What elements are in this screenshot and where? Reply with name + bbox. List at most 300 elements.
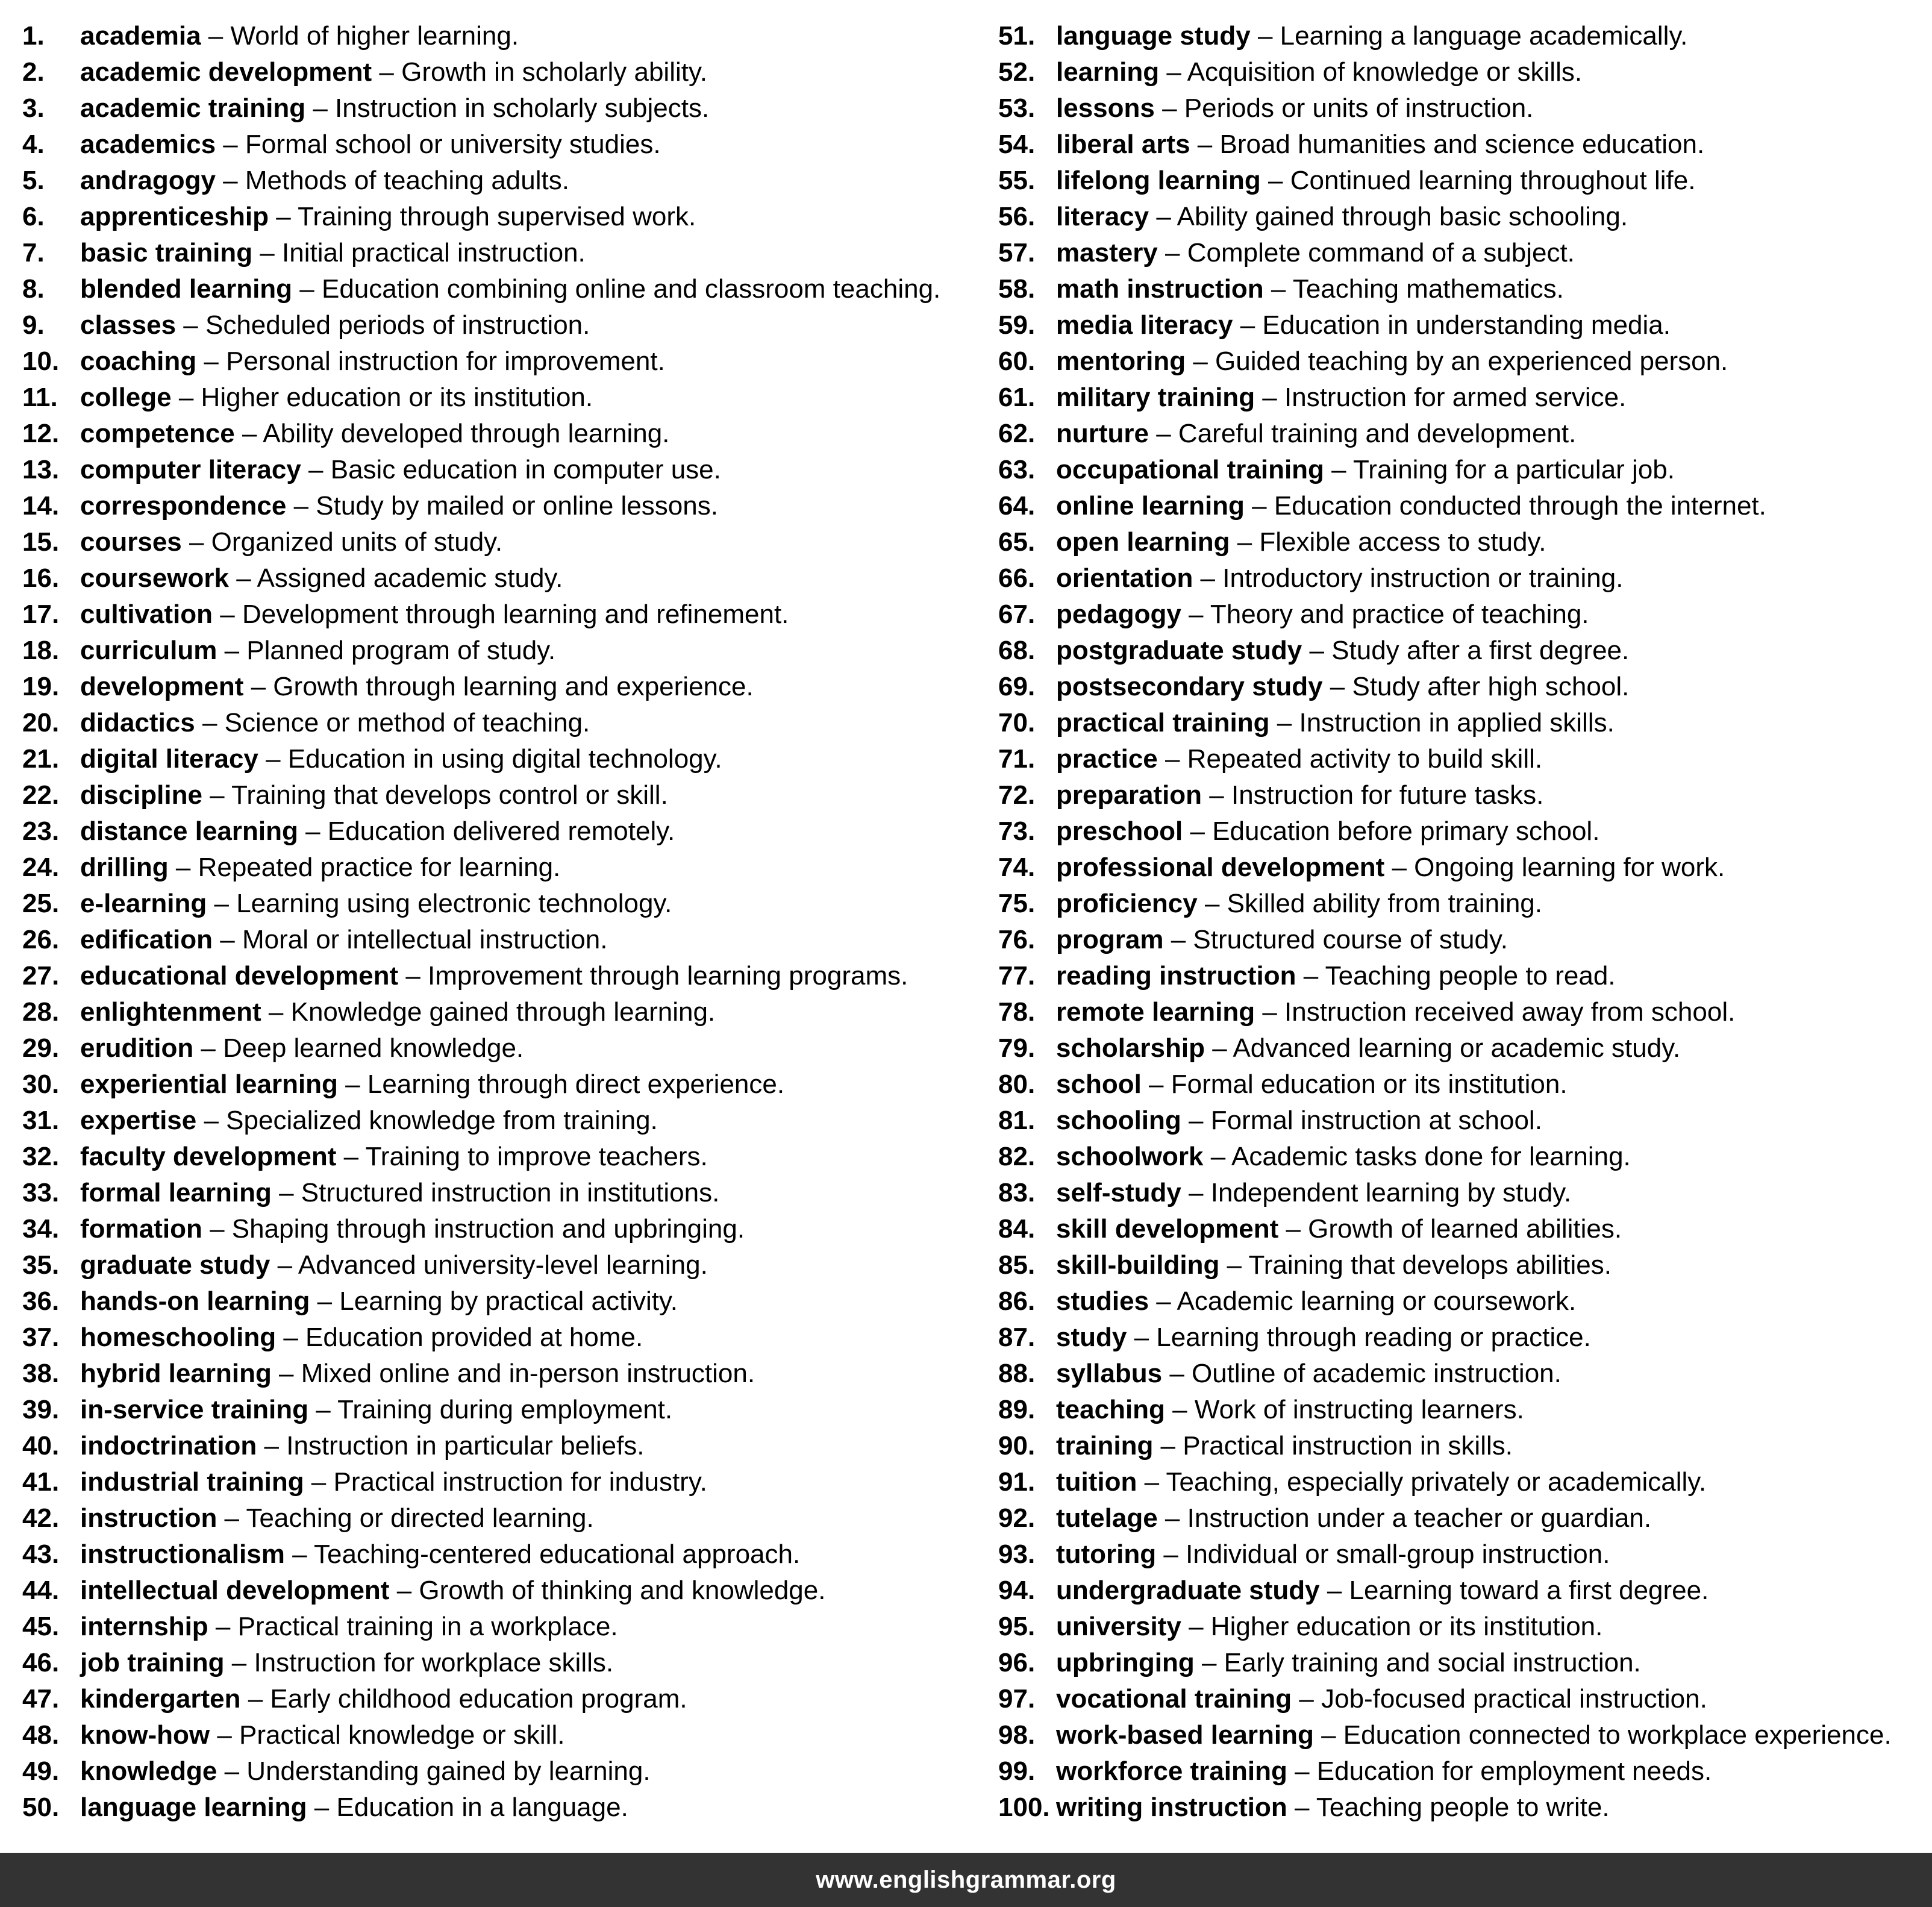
item-term: intellectual development bbox=[80, 1576, 390, 1605]
item-content bbox=[1056, 1030, 1680, 1066]
item-content bbox=[1056, 1536, 1610, 1573]
item-number: 81. bbox=[998, 1106, 1036, 1135]
footer-bar bbox=[0, 1853, 1932, 1907]
item-term: military training bbox=[1056, 383, 1255, 412]
item-number: 35. bbox=[22, 1250, 60, 1280]
item-content bbox=[1056, 343, 1728, 380]
list-item bbox=[22, 380, 986, 416]
item-term: schooling bbox=[1056, 1106, 1181, 1135]
item-definition: – Ongoing learning for work. bbox=[1384, 853, 1725, 882]
list-item bbox=[22, 813, 986, 850]
item-content bbox=[1056, 1211, 1622, 1247]
item-content bbox=[80, 1464, 707, 1500]
item-number: 84. bbox=[998, 1214, 1036, 1244]
list-item bbox=[998, 560, 1932, 597]
item-number: 12. bbox=[22, 419, 60, 448]
item-term: program bbox=[1056, 925, 1164, 954]
item-number: 28. bbox=[22, 997, 60, 1027]
item-term: upbringing bbox=[1056, 1648, 1195, 1677]
item-term: language learning bbox=[80, 1793, 307, 1822]
list-item bbox=[22, 1609, 986, 1645]
list-item bbox=[22, 1464, 986, 1500]
item-term: academic development bbox=[80, 57, 372, 87]
item-number: 19. bbox=[22, 672, 60, 701]
item-content bbox=[1056, 1103, 1542, 1139]
item-content bbox=[80, 1211, 745, 1247]
item-number: 49. bbox=[22, 1756, 60, 1786]
item-number: 17. bbox=[22, 600, 60, 629]
website-url: www.englishgrammar.org bbox=[816, 1866, 1116, 1893]
item-term: academia bbox=[80, 21, 201, 51]
list-item bbox=[22, 416, 986, 452]
list-item bbox=[22, 1283, 986, 1320]
item-definition: – Training for a particular job. bbox=[1324, 455, 1675, 484]
item-number: 9. bbox=[22, 310, 45, 340]
item-term: tutelage bbox=[1056, 1503, 1158, 1533]
item-definition: – Teaching-centered educational approach. bbox=[284, 1539, 801, 1569]
list-item bbox=[22, 1211, 986, 1247]
item-content bbox=[80, 1536, 800, 1573]
item-definition: – Study after high school. bbox=[1322, 672, 1630, 701]
item-term: graduate study bbox=[80, 1250, 270, 1280]
item-definition: – Learning using electronic technology. bbox=[207, 889, 672, 918]
item-term: proficiency bbox=[1056, 889, 1198, 918]
list-item bbox=[998, 1753, 1932, 1790]
item-definition: – Study by mailed or online lessons. bbox=[286, 491, 718, 521]
item-definition: – Shaping through instruction and upbringing. bbox=[202, 1214, 745, 1244]
item-definition: – Education delivered remotely. bbox=[298, 816, 675, 846]
item-definition: – Skilled ability from training. bbox=[1197, 889, 1542, 918]
item-content bbox=[80, 669, 754, 705]
item-term: tutoring bbox=[1056, 1539, 1157, 1569]
item-term: educational development bbox=[80, 961, 399, 991]
item-content bbox=[1056, 958, 1616, 994]
item-definition: – Practical instruction for industry. bbox=[304, 1467, 707, 1497]
item-term: andragogy bbox=[80, 166, 216, 195]
list-item bbox=[998, 452, 1932, 488]
list-item bbox=[998, 1030, 1932, 1066]
item-definition: – Methods of teaching adults. bbox=[215, 166, 569, 195]
item-term: college bbox=[80, 383, 172, 412]
list-item bbox=[22, 1175, 986, 1211]
item-content bbox=[80, 416, 669, 452]
item-definition: – Instruction for workplace skills. bbox=[224, 1648, 614, 1677]
item-number: 82. bbox=[998, 1142, 1036, 1171]
list-item bbox=[22, 1717, 986, 1753]
item-definition: – Knowledge gained through learning. bbox=[261, 997, 716, 1027]
item-definition: – Education combining online and classroom teaching. bbox=[292, 274, 941, 304]
item-number: 42. bbox=[22, 1503, 60, 1533]
item-term: competence bbox=[80, 419, 235, 448]
item-number: 57. bbox=[998, 238, 1036, 268]
item-number: 6. bbox=[22, 202, 45, 231]
item-number: 14. bbox=[22, 491, 60, 521]
item-number: 74. bbox=[998, 853, 1036, 882]
item-definition: – Organized units of study. bbox=[181, 527, 503, 557]
item-content bbox=[80, 994, 715, 1030]
item-definition: – Basic education in computer use. bbox=[301, 455, 721, 484]
item-content bbox=[1056, 633, 1629, 669]
item-definition: – Broad humanities and science education. bbox=[1190, 130, 1705, 159]
item-content bbox=[80, 90, 709, 127]
item-content bbox=[1056, 1175, 1571, 1211]
list-item bbox=[22, 1030, 986, 1066]
item-definition: – Personal instruction for improvement. bbox=[196, 346, 665, 376]
item-content bbox=[80, 1681, 687, 1717]
item-term: courses bbox=[80, 527, 182, 557]
item-definition: – Education in understanding media. bbox=[1233, 310, 1671, 340]
item-content bbox=[1056, 1645, 1641, 1681]
item-number: 54. bbox=[998, 130, 1036, 159]
item-number: 86. bbox=[998, 1286, 1036, 1316]
item-definition: – Training that develops abilities. bbox=[1219, 1250, 1612, 1280]
item-definition: – Instruction in particular beliefs. bbox=[257, 1431, 645, 1461]
item-definition: – Individual or small-group instruction. bbox=[1156, 1539, 1610, 1569]
item-number: 79. bbox=[998, 1033, 1036, 1063]
item-definition: – Repeated activity to build skill. bbox=[1157, 744, 1543, 774]
list-item bbox=[998, 1392, 1932, 1428]
item-term: job training bbox=[80, 1648, 225, 1677]
item-number: 52. bbox=[998, 57, 1036, 87]
item-definition: – Education for employment needs. bbox=[1287, 1756, 1712, 1786]
item-number: 53. bbox=[998, 93, 1036, 123]
item-definition: – Practical training in a workplace. bbox=[208, 1612, 618, 1641]
item-content bbox=[1056, 994, 1735, 1030]
item-term: writing instruction bbox=[1056, 1793, 1287, 1822]
item-content bbox=[1056, 813, 1599, 850]
word-list bbox=[0, 18, 1932, 1823]
item-term: discipline bbox=[80, 780, 202, 810]
item-definition: – Education provided at home. bbox=[276, 1323, 643, 1352]
item-definition: – Learning by practical activity. bbox=[310, 1286, 678, 1316]
list-item bbox=[998, 958, 1932, 994]
item-content bbox=[1056, 705, 1615, 741]
list-item bbox=[998, 199, 1932, 235]
item-definition: – Complete command of a subject. bbox=[1157, 238, 1575, 268]
list-item bbox=[998, 235, 1932, 271]
item-content bbox=[80, 343, 665, 380]
item-content bbox=[1056, 235, 1575, 271]
item-term: development bbox=[80, 672, 244, 701]
list-item bbox=[22, 1320, 986, 1356]
item-content bbox=[1056, 1573, 1708, 1609]
list-item bbox=[22, 1681, 986, 1717]
list-item bbox=[998, 1103, 1932, 1139]
item-term: tuition bbox=[1056, 1467, 1137, 1497]
item-content bbox=[80, 271, 940, 307]
item-number: 55. bbox=[998, 166, 1036, 195]
item-number: 23. bbox=[22, 816, 60, 846]
item-content bbox=[80, 597, 789, 633]
item-number: 32. bbox=[22, 1142, 60, 1171]
list-item bbox=[22, 633, 986, 669]
item-term: professional development bbox=[1056, 853, 1385, 882]
list-item bbox=[998, 1573, 1932, 1609]
item-number: 70. bbox=[998, 708, 1036, 737]
item-number: 87. bbox=[998, 1323, 1036, 1352]
item-definition: – Ability developed through learning. bbox=[234, 419, 670, 448]
item-definition: – Education conducted through the internet. bbox=[1244, 491, 1766, 521]
item-number: 59. bbox=[998, 310, 1036, 340]
item-number: 76. bbox=[998, 925, 1036, 954]
item-term: occupational training bbox=[1056, 455, 1324, 484]
item-number: 45. bbox=[22, 1612, 60, 1641]
item-content bbox=[1056, 416, 1576, 452]
item-definition: – Introductory instruction or training. bbox=[1193, 563, 1624, 593]
item-number: 100. bbox=[998, 1793, 1050, 1822]
item-definition: – Moral or intellectual instruction. bbox=[213, 925, 608, 954]
list-item bbox=[22, 886, 986, 922]
item-content bbox=[1056, 1790, 1610, 1826]
list-item bbox=[22, 343, 986, 380]
item-content bbox=[1056, 1247, 1612, 1283]
item-number: 22. bbox=[22, 780, 60, 810]
list-item bbox=[998, 524, 1932, 560]
item-term: internship bbox=[80, 1612, 208, 1641]
item-content bbox=[80, 850, 560, 886]
item-content bbox=[1056, 1681, 1707, 1717]
item-content bbox=[80, 235, 586, 271]
item-content bbox=[80, 741, 722, 777]
item-content bbox=[1056, 850, 1725, 886]
item-term: studies bbox=[1056, 1286, 1149, 1316]
item-definition: – Learning a language academically. bbox=[1250, 21, 1688, 51]
item-content bbox=[1056, 380, 1626, 416]
item-term: learning bbox=[1056, 57, 1160, 87]
item-content bbox=[1056, 54, 1582, 90]
item-number: 98. bbox=[998, 1720, 1036, 1750]
list-item bbox=[22, 777, 986, 813]
item-number: 80. bbox=[998, 1069, 1036, 1099]
item-term: self-study bbox=[1056, 1178, 1181, 1207]
list-item bbox=[22, 1392, 986, 1428]
item-term: postsecondary study bbox=[1056, 672, 1323, 701]
list-item bbox=[22, 1645, 986, 1681]
item-definition: – Education in using digital technology. bbox=[258, 744, 722, 774]
item-content bbox=[80, 1717, 564, 1753]
item-number: 13. bbox=[22, 455, 60, 484]
list-item bbox=[998, 886, 1932, 922]
item-term: mastery bbox=[1056, 238, 1158, 268]
item-definition: – Instruction for future tasks. bbox=[1202, 780, 1544, 810]
list-item bbox=[998, 18, 1932, 54]
item-term: postgraduate study bbox=[1056, 636, 1302, 665]
item-term: edification bbox=[80, 925, 213, 954]
item-definition: – Teaching people to read. bbox=[1296, 961, 1616, 991]
item-number: 78. bbox=[998, 997, 1036, 1027]
list-item bbox=[998, 488, 1932, 524]
list-item bbox=[22, 669, 986, 705]
list-item bbox=[22, 199, 986, 235]
item-number: 91. bbox=[998, 1467, 1036, 1497]
list-item bbox=[998, 307, 1932, 343]
list-item bbox=[998, 597, 1932, 633]
item-content bbox=[1056, 1392, 1524, 1428]
item-term: reading instruction bbox=[1056, 961, 1296, 991]
item-term: correspondence bbox=[80, 491, 287, 521]
item-term: cultivation bbox=[80, 600, 213, 629]
item-content bbox=[1056, 1066, 1568, 1103]
item-content bbox=[80, 633, 555, 669]
item-content bbox=[80, 1175, 719, 1211]
item-content bbox=[80, 380, 593, 416]
item-content bbox=[1056, 1139, 1631, 1175]
item-content bbox=[80, 54, 707, 90]
item-content bbox=[80, 1573, 825, 1609]
item-number: 95. bbox=[998, 1612, 1036, 1641]
item-definition: – Early training and social instruction. bbox=[1194, 1648, 1641, 1677]
list-item bbox=[22, 1139, 986, 1175]
item-term: knowledge bbox=[80, 1756, 217, 1786]
list-item bbox=[998, 1066, 1932, 1103]
item-content bbox=[80, 199, 696, 235]
item-content bbox=[80, 18, 519, 54]
item-definition: – Ability gained through basic schooling. bbox=[1149, 202, 1628, 231]
item-definition: – Structured instruction in institutions. bbox=[271, 1178, 720, 1207]
list-item bbox=[22, 1066, 986, 1103]
item-definition: – Teaching people to write. bbox=[1287, 1793, 1610, 1822]
item-term: computer literacy bbox=[80, 455, 301, 484]
item-number: 85. bbox=[998, 1250, 1036, 1280]
item-term: liberal arts bbox=[1056, 130, 1190, 159]
item-definition: – Teaching or directed learning. bbox=[217, 1503, 594, 1533]
item-content bbox=[1056, 1464, 1706, 1500]
list-item bbox=[998, 54, 1932, 90]
item-content bbox=[80, 163, 569, 199]
item-definition: – Independent learning by study. bbox=[1181, 1178, 1572, 1207]
list-item bbox=[998, 1645, 1932, 1681]
item-content bbox=[1056, 271, 1564, 307]
list-item bbox=[22, 958, 986, 994]
item-term: work-based learning bbox=[1056, 1720, 1314, 1750]
item-number: 68. bbox=[998, 636, 1036, 665]
item-number: 2. bbox=[22, 57, 45, 87]
item-content bbox=[80, 1428, 645, 1464]
list-item bbox=[22, 307, 986, 343]
item-definition: – Development through learning and refinement. bbox=[213, 600, 789, 629]
item-number: 7. bbox=[22, 238, 45, 268]
item-number: 94. bbox=[998, 1576, 1036, 1605]
item-definition: – Work of instructing learners. bbox=[1165, 1395, 1524, 1424]
item-number: 50. bbox=[22, 1793, 60, 1822]
item-content bbox=[80, 1790, 628, 1826]
item-number: 96. bbox=[998, 1648, 1036, 1677]
item-term: lifelong learning bbox=[1056, 166, 1261, 195]
item-term: vocational training bbox=[1056, 1684, 1292, 1714]
list-item bbox=[22, 994, 986, 1030]
list-item bbox=[22, 127, 986, 163]
item-definition: – Instruction in scholarly subjects. bbox=[305, 93, 710, 123]
list-item bbox=[998, 633, 1932, 669]
list-item bbox=[998, 705, 1932, 741]
item-content bbox=[80, 307, 590, 343]
item-content bbox=[80, 1356, 755, 1392]
item-definition: – Acquisition of knowledge or skills. bbox=[1159, 57, 1583, 87]
list-item bbox=[22, 54, 986, 90]
list-item bbox=[22, 488, 986, 524]
item-number: 33. bbox=[22, 1178, 60, 1207]
item-definition: – Mixed online and in-person instruction. bbox=[271, 1359, 755, 1388]
item-term: hands-on learning bbox=[80, 1286, 310, 1316]
item-content bbox=[80, 958, 908, 994]
list-item bbox=[22, 1790, 986, 1826]
item-definition: – Education in a language. bbox=[307, 1793, 628, 1822]
item-content bbox=[80, 1609, 618, 1645]
item-term: undergraduate study bbox=[1056, 1576, 1320, 1605]
item-term: academics bbox=[80, 130, 216, 159]
item-number: 64. bbox=[998, 491, 1036, 521]
item-content bbox=[80, 813, 675, 850]
item-term: academic training bbox=[80, 93, 306, 123]
list-item bbox=[22, 560, 986, 597]
item-number: 21. bbox=[22, 744, 60, 774]
list-item bbox=[22, 271, 986, 307]
item-term: instructionalism bbox=[80, 1539, 285, 1569]
item-term: mentoring bbox=[1056, 346, 1186, 376]
item-definition: – Practical instruction in skills. bbox=[1153, 1431, 1513, 1461]
list-item bbox=[998, 1464, 1932, 1500]
item-content bbox=[1056, 307, 1671, 343]
item-content bbox=[1056, 452, 1675, 488]
list-item bbox=[998, 1139, 1932, 1175]
item-number: 63. bbox=[998, 455, 1036, 484]
item-number: 47. bbox=[22, 1684, 60, 1714]
item-definition: – Learning toward a first degree. bbox=[1319, 1576, 1709, 1605]
item-number: 39. bbox=[22, 1395, 60, 1424]
item-content bbox=[80, 560, 563, 597]
list-item bbox=[998, 416, 1932, 452]
item-definition: – Instruction under a teacher or guardian. bbox=[1157, 1503, 1652, 1533]
item-content bbox=[80, 1283, 678, 1320]
list-item bbox=[998, 994, 1932, 1030]
item-number: 41. bbox=[22, 1467, 60, 1497]
item-definition: – Scheduled periods of instruction. bbox=[176, 310, 590, 340]
list-item bbox=[22, 1103, 986, 1139]
item-term: nurture bbox=[1056, 419, 1149, 448]
item-term: scholarship bbox=[1056, 1033, 1205, 1063]
list-item bbox=[22, 90, 986, 127]
item-definition: – Training to improve teachers. bbox=[336, 1142, 708, 1171]
item-content bbox=[80, 705, 590, 741]
list-item bbox=[22, 235, 986, 271]
item-definition: – Education connected to workplace experience. bbox=[1313, 1720, 1892, 1750]
item-content bbox=[80, 1753, 651, 1790]
item-number: 56. bbox=[998, 202, 1036, 231]
list-item bbox=[998, 1717, 1932, 1753]
list-item bbox=[22, 1573, 986, 1609]
item-content bbox=[1056, 1753, 1712, 1790]
item-term: preschool bbox=[1056, 816, 1183, 846]
item-number: 67. bbox=[998, 600, 1036, 629]
item-content bbox=[1056, 90, 1533, 127]
item-number: 8. bbox=[22, 274, 45, 304]
item-definition: – Teaching mathematics. bbox=[1263, 274, 1564, 304]
item-content bbox=[80, 127, 661, 163]
item-number: 44. bbox=[22, 1576, 60, 1605]
item-definition: – Careful training and development. bbox=[1149, 419, 1577, 448]
item-number: 69. bbox=[998, 672, 1036, 701]
item-content bbox=[1056, 1356, 1562, 1392]
item-term: experiential learning bbox=[80, 1069, 338, 1099]
item-term: coaching bbox=[80, 346, 197, 376]
item-term: practice bbox=[1056, 744, 1158, 774]
item-term: open learning bbox=[1056, 527, 1230, 557]
item-definition: – Formal education or its institution. bbox=[1141, 1069, 1568, 1099]
item-term: hybrid learning bbox=[80, 1359, 272, 1388]
list-item bbox=[998, 1681, 1932, 1717]
item-term: digital literacy bbox=[80, 744, 258, 774]
list-item bbox=[998, 1536, 1932, 1573]
